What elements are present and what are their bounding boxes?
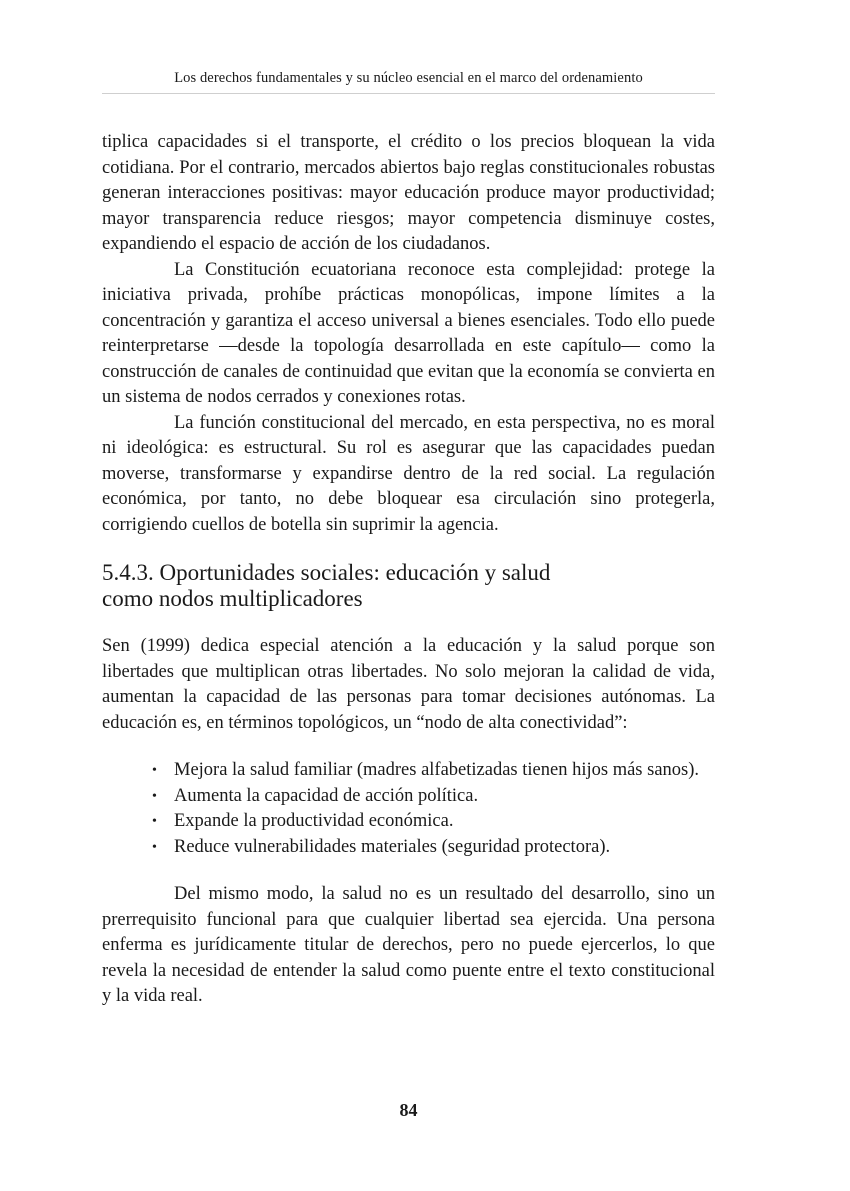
bullet-icon: •	[152, 763, 157, 778]
section-intro: Sen (1999) dedica especial atención a la educación y la salud porque son libertades que multiplican otras libertades. No solo mejoran la calidad de vida, aumentan la capacidad de las personas para tomar decisiones autónomas. La educación es, en términos topológicos, un “nodo de alta conectividad”:	[102, 636, 715, 733]
running-header: Los derechos fundamentales y su núcleo esencial en el marco del ordenamiento	[174, 70, 643, 86]
page-number: 84	[399, 1100, 418, 1120]
bullet-icon: •	[152, 839, 157, 855]
list-item	[152, 758, 715, 784]
list-item	[152, 835, 715, 861]
list-item-text: Mejora la salud familiar (madres alfabetizadas tienen hijos más sanos).	[174, 760, 700, 780]
header-rule	[102, 93, 715, 94]
paragraph-constitution: La Constitución ecuatoriana reconoce esta complejidad: protege la iniciativa privada, prohíbe prácticas monopólicas, impone límites a la concentración y garantiza el acceso universal a bienes esenciales. Todo ello puede reinterpretarse —desde la topología desarrollada en este capítulo— como la construcción de canales de continuidad que evitan que la economía se convierta en un sistema de nodos cerrados y conexiones rotas.	[102, 259, 715, 407]
bullet-icon: •	[152, 788, 157, 804]
paragraph-continuation: tiplica capacidades si el transporte, el crédito o los precios bloquean la vida cotidiana. Por el contrario, mercados abiertos bajo reglas constitucionales robustas generan interacciones positivas: mayor educación produce mayor productividad; mayor transparencia reduce riesgos; mayor competencia disminuye costes, expandiendo el espacio de acción de los ciudadanos.	[102, 132, 715, 254]
page-body	[102, 130, 715, 1010]
list-item	[152, 809, 715, 835]
list-item	[152, 784, 715, 810]
paragraph-market-function: La función constitucional del mercado, en esta perspectiva, no es moral ni ideológica: es estructural. Su rol es asegurar que las capacidades puedan moverse, transformarse y expandirse dentro de la red social. La regulación económica, por tanto, no debe bloquear esa circulación sino protegerla, corrigiendo cuellos de botella sin suprimir la agencia.	[102, 412, 715, 535]
bullet-icon: •	[152, 814, 157, 829]
list-item-text: Expande la productividad económica.	[174, 811, 454, 831]
bullet-list	[102, 758, 715, 860]
list-item-text: Reduce vulnerabilidades materiales (seguridad protectora).	[174, 836, 611, 857]
paragraph-health: Del mismo modo, la salud no es un resultado del desarrollo, sino un prerrequisito funcional para que cualquier libertad sea ejercida. Una persona enferma es jurídicamente titular de derechos, pero no puede ejercerlos, lo que revela la necesidad de entender la salud como puente entre el texto constitucional y la vida real.	[102, 884, 715, 1006]
list-item-text: Aumenta la capacidad de acción política.	[174, 785, 479, 806]
section-heading: 5.4.3. Oportunidades sociales: educación y salud como nodos multiplicadores	[102, 560, 551, 611]
